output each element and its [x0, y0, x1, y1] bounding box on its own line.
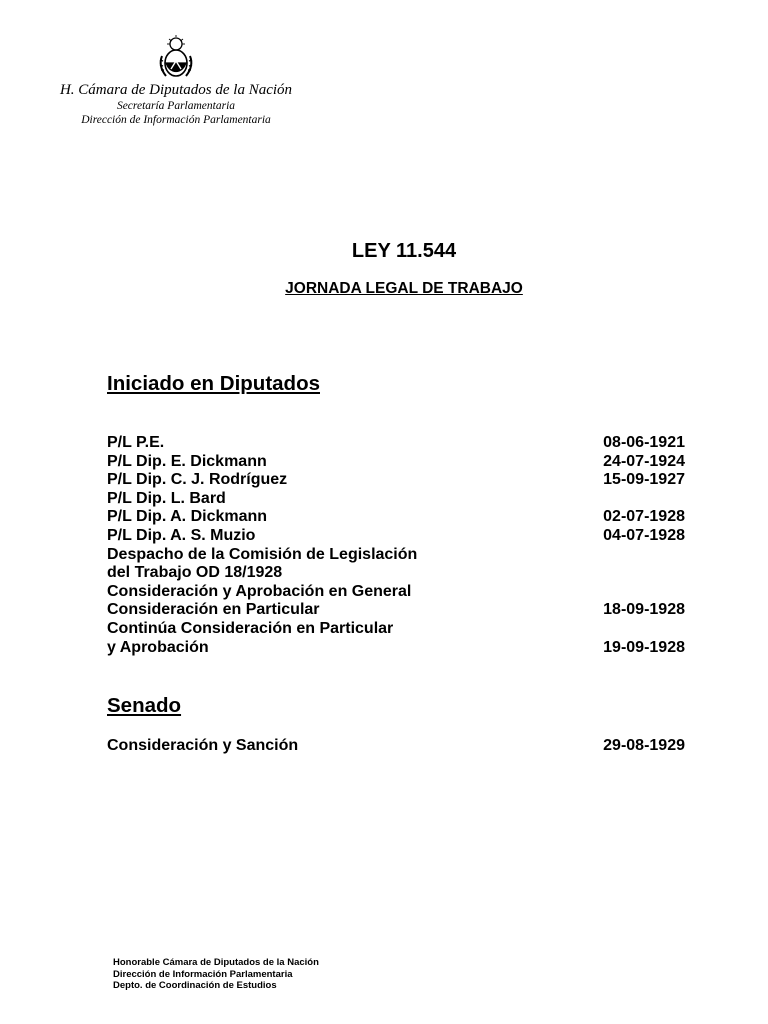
entry-text: del Trabajo OD 18/1928	[107, 564, 283, 582]
list-item	[107, 471, 685, 490]
letterhead	[40, 34, 312, 127]
letterhead-chamber-name: H. Cámara de Diputados de la Nación	[59, 82, 293, 98]
entry-text: Continúa Consideración en Particular	[107, 619, 394, 637]
law-subtitle: JORNADA LEGAL DE TRABAJO	[285, 280, 523, 297]
list-item	[107, 737, 685, 756]
section-heading-senado: Senado	[107, 694, 182, 717]
coat-of-arms-seal-icon	[156, 34, 196, 80]
entry-date: 15-09-1927	[603, 471, 685, 489]
list-item	[107, 508, 685, 527]
list-item	[107, 527, 685, 546]
footer-directorate: Dirección de Información Parlamentaria	[113, 968, 293, 980]
footer	[113, 957, 319, 992]
entry-text: P/L Dip. A. S. Muzio	[107, 526, 256, 544]
list-item	[107, 546, 685, 565]
entry-text: P/L Dip. E. Dickmann	[107, 452, 267, 470]
entry-date: 24-07-1924	[603, 452, 685, 470]
entry-text: Despacho de la Comisión de Legislación	[107, 545, 418, 563]
entry-text: Consideración en Particular	[107, 601, 320, 619]
entry-text: Consideración y Aprobación en General	[107, 582, 412, 600]
footer-chamber: Honorable Cámara de Diputados de la Nación	[113, 957, 319, 968]
entry-text: P/L Dip. C. J. Rodríguez	[107, 471, 288, 489]
list-item	[107, 453, 685, 472]
law-title: LEY 11.544	[351, 240, 457, 262]
section-heading-diputados: Iniciado en Diputados	[107, 372, 320, 395]
entry-text: P/L Dip. L. Bard	[107, 489, 226, 507]
letterhead-secretariat: Secretaría Parlamentaria	[116, 100, 236, 112]
entry-text: y Aprobación	[107, 638, 209, 656]
entry-text: Consideración y Sanción	[107, 737, 299, 754]
entry-text: P/L Dip. A. Dickmann	[107, 508, 268, 526]
entry-date: 29-08-1929	[603, 737, 685, 754]
list-item	[107, 601, 685, 620]
senado-entry-list	[107, 737, 685, 756]
list-item	[107, 639, 685, 658]
list-item	[107, 620, 685, 639]
footer-department: Depto. de Coordinación de Estudios	[113, 980, 277, 991]
entry-date: 04-07-1928	[603, 526, 685, 544]
entry-date: 08-06-1921	[603, 434, 685, 451]
entry-date: 19-09-1928	[603, 638, 685, 656]
list-item	[107, 490, 685, 509]
list-item	[107, 564, 685, 583]
letterhead-directorate: Dirección de Información Parlamentaria	[81, 114, 271, 126]
entry-text: P/L P.E.	[107, 434, 165, 451]
entry-date: 18-09-1928	[603, 601, 685, 619]
list-item	[107, 434, 685, 453]
entry-date: 02-07-1928	[603, 508, 685, 526]
list-item	[107, 583, 685, 602]
diputados-entry-list	[107, 434, 685, 657]
